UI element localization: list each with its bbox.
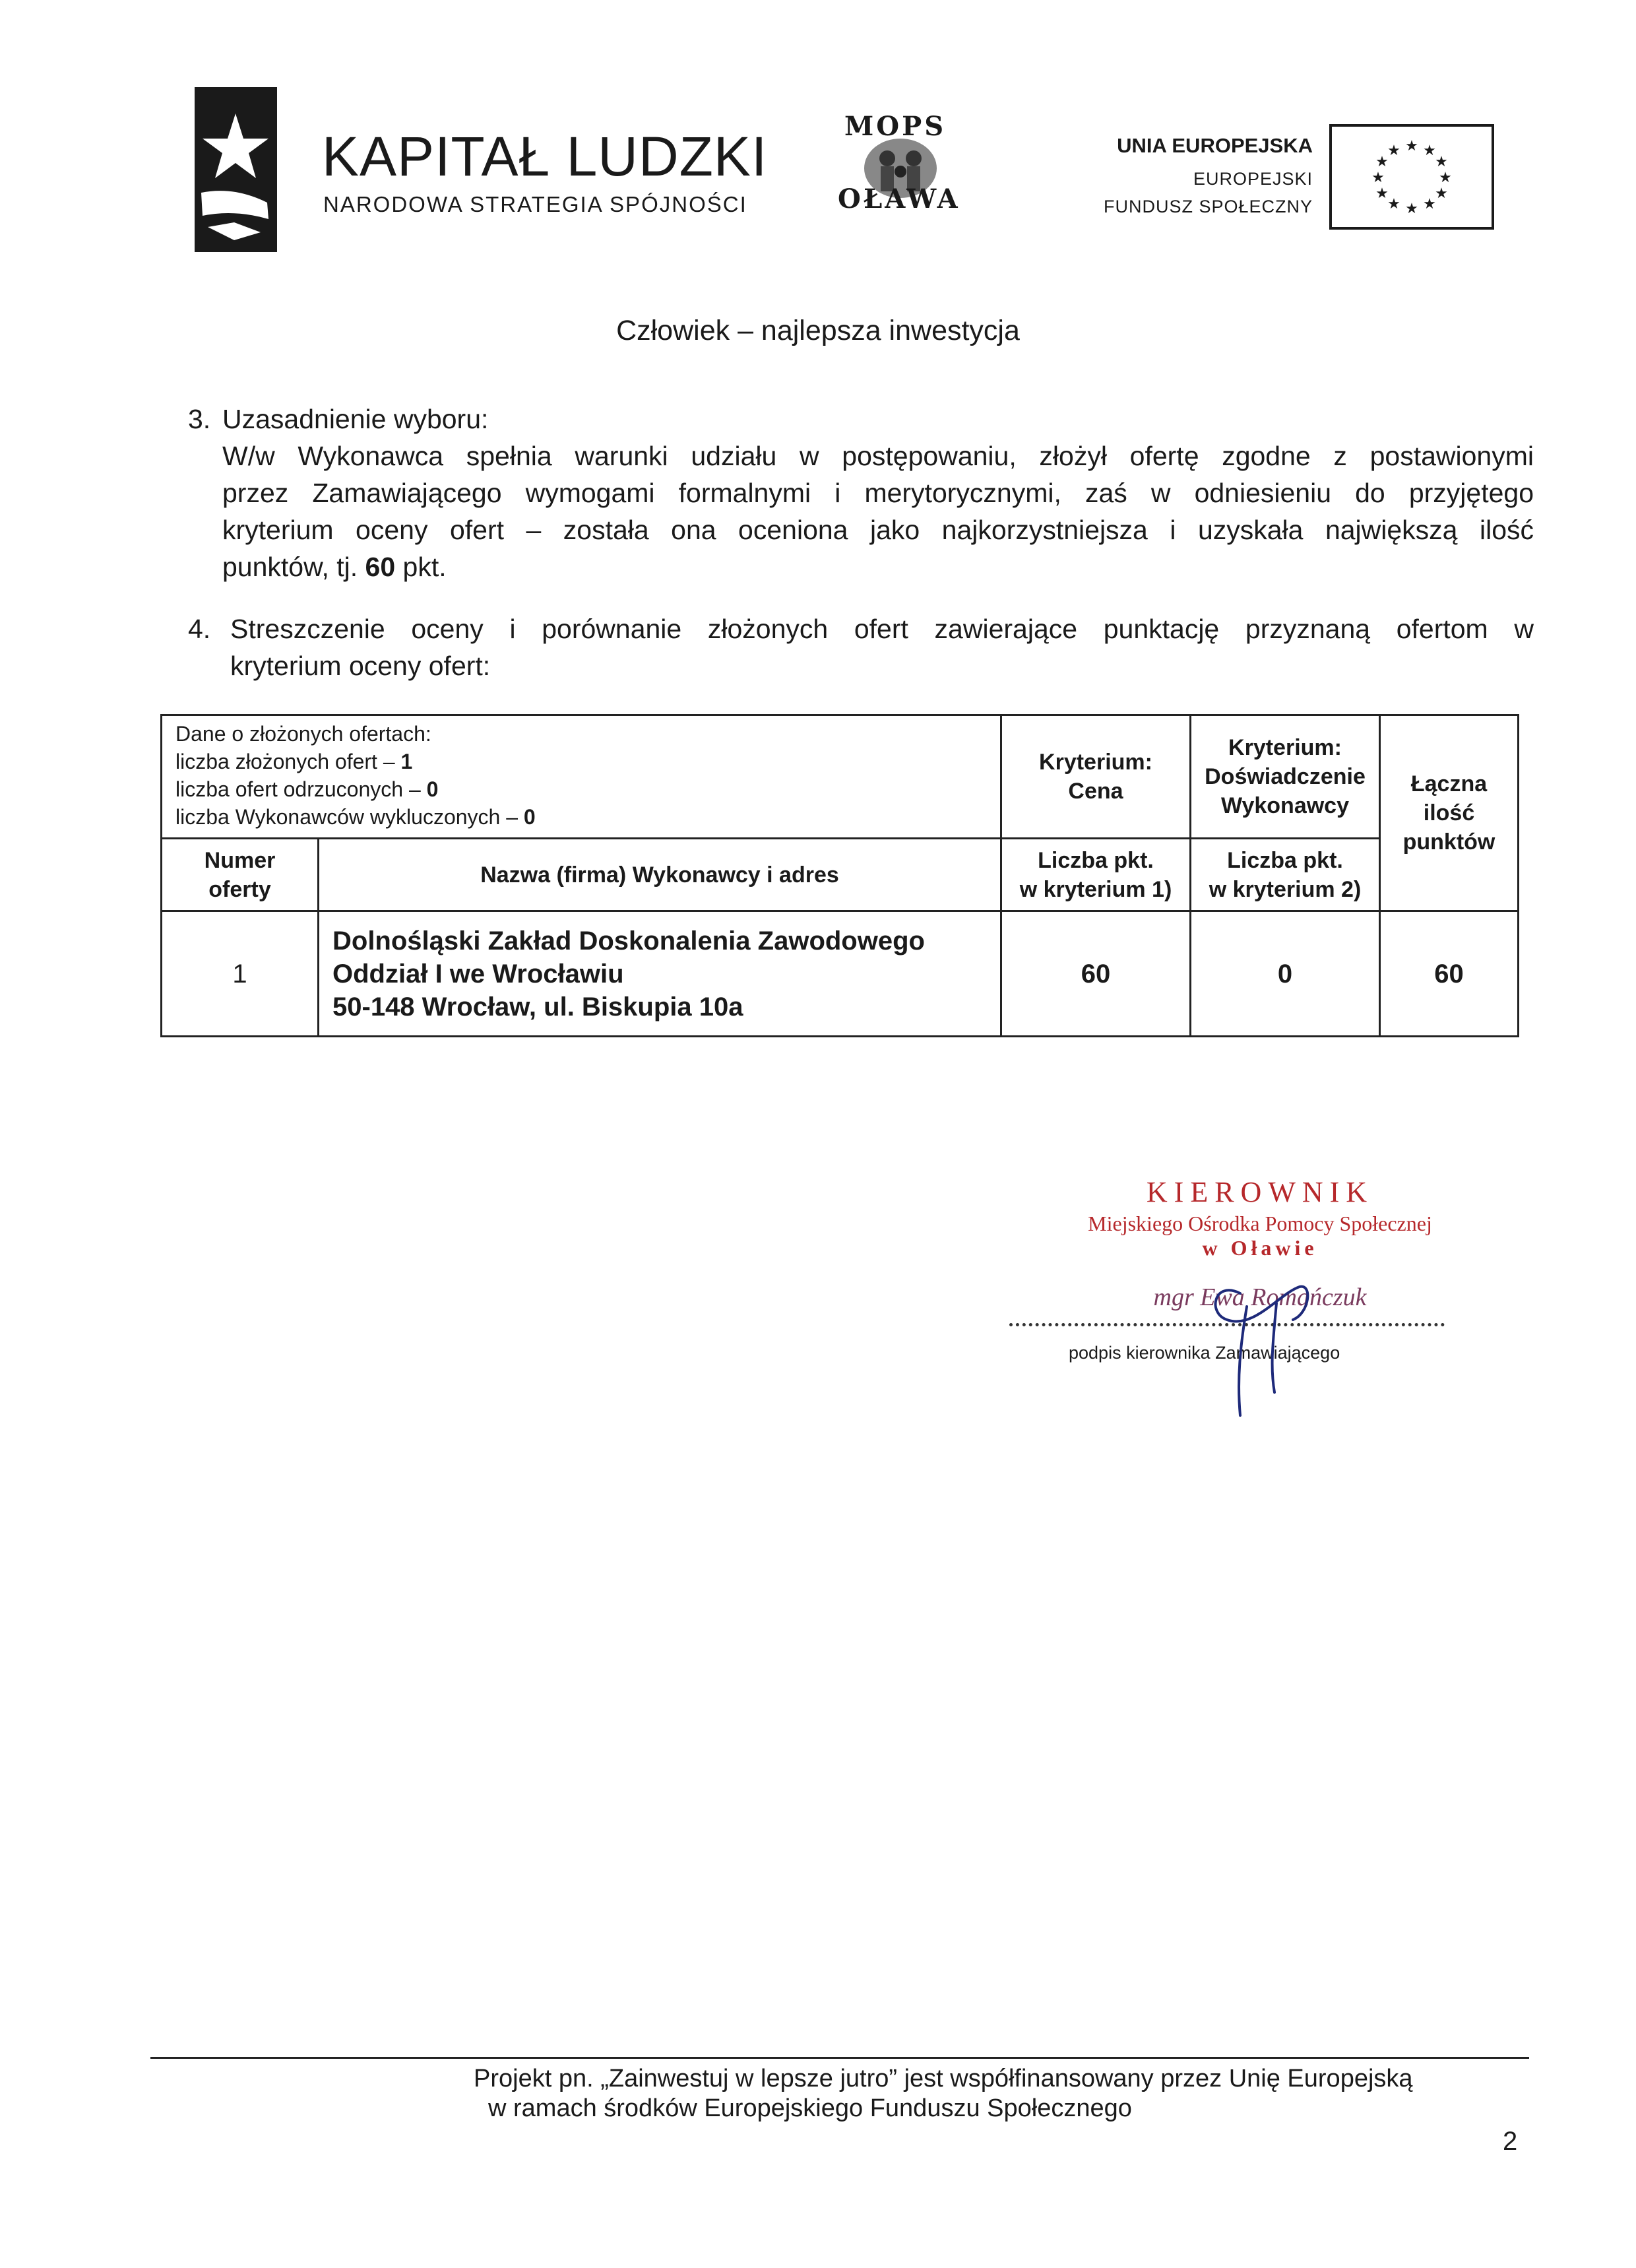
mops-logo-top-text: MOPS	[844, 111, 947, 142]
star-emblem-icon	[195, 87, 277, 252]
paragraph-line: kryterium oceny ofert:	[230, 651, 491, 681]
eu-title: UNIA EUROPEJSKA	[1117, 134, 1313, 157]
svg-text:★: ★	[1375, 154, 1389, 170]
svg-text:★: ★	[1423, 196, 1436, 212]
svg-text:★: ★	[1405, 201, 1418, 217]
svg-text:★: ★	[1439, 170, 1452, 186]
eu-fund-line2: FUNDUSZ SPOŁECZNY	[1103, 197, 1313, 216]
offer-number-header: Numer oferty	[162, 839, 319, 911]
kapital-ludzki-subtitle: NARODOWA STRATEGIA SPÓJNOŚCI	[323, 192, 747, 216]
total-points-header: Łączna ilość punktów	[1380, 715, 1519, 911]
criterion2-points: 0	[1191, 911, 1380, 1037]
section-justification	[188, 401, 1534, 585]
motto: Człowiek – najlepsza inwestycja	[616, 315, 1020, 346]
eu-fund-line1: EUROPEJSKI	[1193, 169, 1313, 189]
svg-text:★: ★	[1371, 170, 1385, 186]
eu-flag-icon	[1329, 124, 1494, 230]
paragraph-line: W/w Wykonawca spełnia warunki udziału w postępowaniu, złożył ofertę zgodne z postawionymi	[222, 441, 1534, 471]
svg-text:★: ★	[1387, 143, 1400, 159]
offer-number: 1	[162, 911, 319, 1037]
handwritten-signature	[1201, 1267, 1333, 1419]
criterion2-points-header: Liczba pkt. w kryterium 2)	[1191, 839, 1380, 911]
contractor-name-address: Dolnośląski Zakład Doskonalenia Zawodowego Oddział I we Wrocławiu 50-148 Wrocław, ul. Biskupia 10a	[319, 911, 1001, 1037]
total-points: 60	[1380, 911, 1519, 1037]
rejected-offers: liczba ofert odrzuconych – 0	[175, 777, 439, 801]
contractor-name-header: Nazwa (firma) Wykonawcy i adres	[319, 839, 1001, 911]
offers-info-cell	[162, 715, 1001, 839]
svg-text:★: ★	[1387, 196, 1400, 212]
svg-text:★: ★	[1435, 154, 1448, 170]
footer-line: w ramach środków Europejskiego Funduszu Społecznego	[488, 2094, 1132, 2122]
criterion-price-header: Kryterium: Cena	[1001, 715, 1191, 839]
paragraph-line: Streszczenie oceny i porównanie złożonych ofert zawierające punktację przyznaną ofertom w	[230, 614, 1534, 644]
kapital-ludzki-logo	[195, 87, 277, 252]
paragraph-line: kryterium oceny ofert – została ona oceniona jako najkorzystniejsza i uzyskała największą ilość	[222, 515, 1534, 545]
svg-text:★: ★	[1375, 185, 1389, 202]
svg-text:★: ★	[1423, 143, 1436, 159]
mops-logo-bottom-text: OŁAWA	[838, 183, 960, 214]
criterion1-points: 60	[1001, 911, 1191, 1037]
table-subheader-row	[162, 839, 1519, 911]
table-header-row	[162, 715, 1519, 839]
footer-divider	[150, 2057, 1529, 2059]
submitted-offers: liczba złożonych ofert – 1	[175, 750, 413, 773]
section-summary	[188, 610, 1534, 684]
section-number: 3.	[188, 404, 211, 434]
section-number: 4.	[188, 614, 211, 644]
stamp-institution: Miejskiego Ośrodka Pomocy Społecznej	[1088, 1212, 1432, 1235]
stamp-title: KIEROWNIK	[1146, 1176, 1374, 1208]
section-heading: Uzasadnienie wyboru:	[222, 404, 489, 434]
points-value: 60	[365, 552, 396, 582]
svg-text:★: ★	[1435, 185, 1448, 202]
criterion1-points-header: Liczba pkt. w kryterium 1)	[1001, 839, 1191, 911]
stamp-location: w Oławie	[1202, 1236, 1318, 1260]
kapital-ludzki-title: KAPITAŁ LUDZKI	[322, 125, 768, 187]
stamp-name: mgr Ewa Romańczuk	[1153, 1283, 1367, 1311]
paragraph-line: przez Zamawiającego wymogami formalnymi i merytorycznymi, zaś w odniesieniu do przyjętego	[222, 478, 1534, 508]
paragraph-line: punktów, tj. 60 pkt.	[222, 552, 447, 582]
criterion-experience-header: Kryterium: Doświadczenie Wykonawcy	[1191, 715, 1380, 839]
signature-caption: podpis kierownika Zamawiającego	[1069, 1343, 1340, 1363]
offers-table	[160, 714, 1519, 1037]
footer-line: Projekt pn. „Zainwestuj w lepsze jutro” jest współfinansowany przez Unię Europejską	[474, 2065, 1413, 2092]
page-number: 2	[1503, 2127, 1518, 2156]
info-heading: Dane o złożonych ofertach:	[175, 722, 431, 746]
table-row	[162, 911, 1519, 1037]
excluded-contractors: liczba Wykonawców wykluczonych – 0	[175, 805, 536, 829]
svg-text:★: ★	[1405, 138, 1418, 154]
